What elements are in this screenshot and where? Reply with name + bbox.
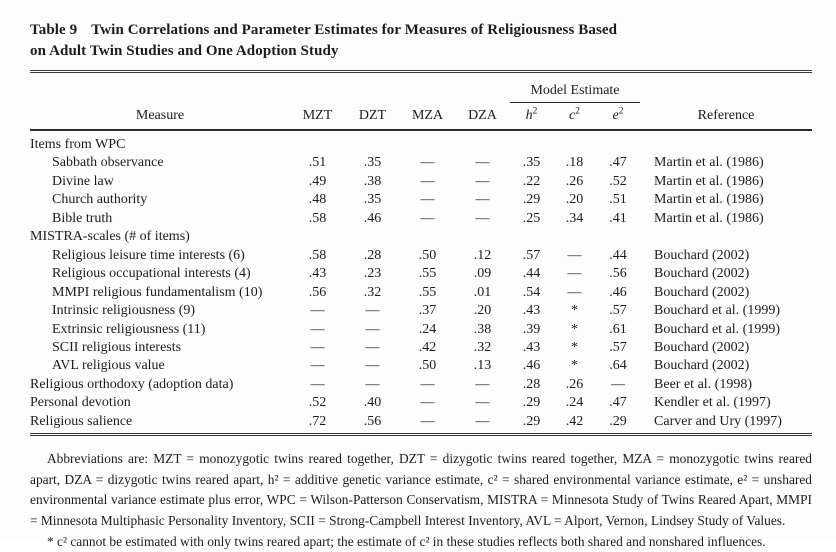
mza-cell: — bbox=[420, 173, 435, 189]
h2-cell: .44 bbox=[522, 266, 541, 282]
measure-cell: Church authority bbox=[52, 192, 148, 208]
h2-cell: .29 bbox=[522, 395, 541, 411]
col-header-dzt: DZT bbox=[345, 102, 400, 130]
twin-correlations-table bbox=[30, 73, 812, 431]
dzt-cell: .40 bbox=[363, 395, 382, 411]
table-row bbox=[30, 210, 812, 228]
table-header bbox=[30, 73, 812, 130]
e2-cell: .51 bbox=[609, 192, 627, 208]
col-header-dza: DZA bbox=[455, 102, 510, 130]
dza-cell: — bbox=[475, 155, 490, 171]
mzt-cell: — bbox=[310, 339, 325, 355]
table-row bbox=[30, 191, 812, 209]
c2-exponent: 2 bbox=[575, 106, 580, 117]
measure-cell: Personal devotion bbox=[30, 395, 131, 411]
h2-cell: .43 bbox=[522, 339, 541, 355]
mzt-cell: .72 bbox=[308, 413, 327, 429]
dza-cell: .13 bbox=[473, 358, 492, 374]
col-header-reference: Reference bbox=[640, 102, 812, 130]
mzt-cell: .49 bbox=[308, 173, 327, 189]
e2-cell bbox=[596, 228, 640, 246]
c2-cell: .42 bbox=[565, 413, 584, 429]
table-row bbox=[30, 154, 812, 172]
reference-cell: Carver and Ury (1997) bbox=[654, 413, 782, 429]
spanner-spacer-measure bbox=[30, 73, 290, 102]
measure-cell: AVL religious value bbox=[52, 358, 165, 374]
mza-cell bbox=[400, 130, 455, 154]
e2-cell: .41 bbox=[609, 210, 627, 226]
mza-cell: — bbox=[420, 155, 435, 171]
table-title-line1 bbox=[30, 20, 812, 41]
reference-cell: Bouchard (2002) bbox=[654, 358, 750, 374]
dza-cell: — bbox=[475, 395, 490, 411]
c2-cell: — bbox=[567, 247, 582, 263]
table-number: Table 9 bbox=[30, 22, 78, 38]
h2-cell: .29 bbox=[522, 413, 541, 429]
measure-cell: Bible truth bbox=[52, 210, 113, 226]
table-row bbox=[30, 173, 812, 191]
mza-cell: .50 bbox=[418, 358, 437, 374]
mzt-cell: .48 bbox=[308, 192, 327, 208]
mza-cell: — bbox=[420, 192, 435, 208]
table-row bbox=[30, 284, 812, 302]
dza-cell: .12 bbox=[473, 247, 492, 263]
mza-cell: .55 bbox=[418, 284, 437, 300]
mzt-cell: — bbox=[310, 376, 325, 392]
dza-cell: — bbox=[475, 413, 490, 429]
e2-cell: .52 bbox=[609, 173, 627, 189]
c2-cell: * bbox=[571, 358, 578, 374]
h2-cell: .25 bbox=[522, 210, 541, 226]
c2-cell: * bbox=[571, 303, 578, 319]
e2-cell: .57 bbox=[609, 339, 627, 355]
col-header-c2 bbox=[553, 102, 596, 130]
mzt-cell: .58 bbox=[308, 210, 327, 226]
mza-cell: .37 bbox=[418, 303, 437, 319]
table-title-text: Twin Correlations and Parameter Estimates for Measures of Religiousness Based bbox=[91, 22, 618, 38]
measure-cell: Intrinsic religiousness (9) bbox=[52, 303, 196, 319]
table-body bbox=[30, 130, 812, 431]
dzt-cell: .46 bbox=[363, 210, 382, 226]
h2-cell: .43 bbox=[522, 303, 541, 319]
h2-cell bbox=[510, 228, 553, 246]
e2-symbol: e bbox=[612, 108, 619, 123]
mza-cell: — bbox=[420, 376, 435, 392]
mza-cell: — bbox=[420, 210, 435, 226]
dzt-cell: .28 bbox=[363, 247, 382, 263]
table-row bbox=[30, 228, 812, 246]
table-footnotes bbox=[30, 449, 812, 552]
footnote-asterisk: * c² cannot be estimated with only twins reared apart; the estimate of c² in these studies reflects both shared and nonshared influences. bbox=[47, 533, 766, 549]
c2-cell: .26 bbox=[565, 173, 584, 189]
e2-cell: .29 bbox=[609, 413, 627, 429]
reference-cell: Martin et al. (1986) bbox=[654, 192, 764, 208]
e2-cell: — bbox=[611, 376, 626, 392]
reference-cell: Martin et al. (1986) bbox=[654, 155, 764, 171]
dza-cell: — bbox=[475, 192, 490, 208]
h2-cell: .46 bbox=[522, 358, 541, 374]
measure-cell: Divine law bbox=[52, 173, 114, 189]
e2-cell: .47 bbox=[609, 155, 627, 171]
measure-cell: Items from WPC bbox=[30, 137, 126, 152]
table-row bbox=[30, 321, 812, 339]
dzt-cell: .38 bbox=[363, 173, 382, 189]
measure-cell: MMPI religious fundamentalism (10) bbox=[52, 284, 263, 300]
c2-cell: .20 bbox=[565, 192, 584, 208]
dzt-cell: .56 bbox=[363, 413, 382, 429]
e2-cell bbox=[596, 130, 640, 154]
reference-cell bbox=[640, 228, 812, 246]
dzt-cell bbox=[345, 130, 400, 154]
mza-cell: — bbox=[420, 395, 435, 411]
mza-cell: .42 bbox=[418, 339, 437, 355]
reference-cell: Beer et al. (1998) bbox=[654, 376, 752, 392]
c2-cell: — bbox=[567, 266, 582, 282]
mza-cell: .55 bbox=[418, 266, 437, 282]
mza-cell: — bbox=[420, 413, 435, 429]
e2-cell: .64 bbox=[609, 358, 627, 374]
mzt-cell: — bbox=[310, 358, 325, 374]
table-row bbox=[30, 413, 812, 431]
dza-cell: — bbox=[475, 173, 490, 189]
table-row bbox=[30, 302, 812, 320]
e2-cell: .44 bbox=[609, 247, 627, 263]
reference-cell: Martin et al. (1986) bbox=[654, 210, 764, 226]
h2-cell: .22 bbox=[522, 173, 541, 189]
c2-cell: — bbox=[567, 284, 582, 300]
col-header-measure: Measure bbox=[30, 102, 290, 130]
table-row bbox=[30, 130, 812, 154]
c2-symbol: c bbox=[569, 108, 576, 123]
e2-cell: .47 bbox=[609, 395, 627, 411]
e2-cell: .56 bbox=[609, 266, 627, 282]
c2-cell bbox=[553, 228, 596, 246]
footnote-abbreviations: Abbreviations are: MZT = monozygotic twins reared together, DZT = dizygotic twins reared together, MZA = monozygotic twins reared apart, DZA = dizygotic twins reared apart, h² = additive genetic variance estimate, c² = shared environmental variance estimate, e² = unshared environmental variance estimate plus error, WPC = Wilson-Patterson Conservatism, MISTRA = Minnesota Study of Twins Reared Apart, MMPI = Minnesota Multiphasic Personality Inventory, SCII = Strong-Campbell Interest Inventory, AVL = Alport, Vernon, Lindsey Study of Values. bbox=[30, 451, 812, 529]
h2-cell: .35 bbox=[522, 155, 541, 171]
dza-cell: — bbox=[475, 210, 490, 226]
model-estimate-spanner bbox=[510, 73, 640, 102]
reference-cell: Bouchard (2002) bbox=[654, 266, 750, 282]
c2-cell bbox=[553, 130, 596, 154]
dzt-cell bbox=[345, 228, 400, 246]
spanner-row bbox=[30, 73, 812, 102]
h2-cell bbox=[510, 130, 553, 154]
reference-cell: Kendler et al. (1997) bbox=[654, 395, 771, 411]
dzt-cell: .35 bbox=[363, 192, 382, 208]
reference-cell bbox=[640, 130, 812, 154]
measure-cell: Religious leisure time interests (6) bbox=[52, 247, 245, 263]
reference-cell: Bouchard et al. (1999) bbox=[654, 321, 780, 337]
table-title-line2: on Adult Twin Studies and One Adoption Study bbox=[30, 43, 339, 59]
spanner-spacer-reference bbox=[640, 73, 812, 102]
dzt-cell: — bbox=[365, 303, 380, 319]
dzt-cell: — bbox=[365, 321, 380, 337]
table-row bbox=[30, 339, 812, 357]
h2-symbol: h bbox=[525, 108, 533, 123]
dza-cell bbox=[455, 228, 510, 246]
dzt-cell: — bbox=[365, 376, 380, 392]
c2-cell: .18 bbox=[565, 155, 584, 171]
measure-cell: Extrinsic religiousness (11) bbox=[52, 321, 206, 337]
c2-cell: .26 bbox=[565, 376, 584, 392]
mza-cell: .50 bbox=[418, 247, 437, 263]
h2-cell: .54 bbox=[522, 284, 541, 300]
table-title bbox=[30, 20, 812, 62]
measure-cell: MISTRA-scales (# of items) bbox=[30, 229, 190, 245]
c2-cell: .34 bbox=[565, 210, 584, 226]
model-estimate-label: Model Estimate bbox=[530, 82, 620, 98]
c2-cell: .24 bbox=[565, 395, 584, 411]
dza-cell: .38 bbox=[473, 321, 492, 337]
mzt-cell: — bbox=[310, 303, 325, 319]
mza-cell bbox=[400, 228, 455, 246]
reference-cell: Bouchard (2002) bbox=[654, 284, 750, 300]
dzt-cell: — bbox=[365, 358, 380, 374]
h2-cell: .29 bbox=[522, 192, 541, 208]
table-row bbox=[30, 357, 812, 375]
reference-cell: Martin et al. (1986) bbox=[654, 173, 764, 189]
reference-cell: Bouchard (2002) bbox=[654, 247, 750, 263]
e2-exponent: 2 bbox=[618, 106, 624, 117]
h2-exponent: 2 bbox=[532, 106, 538, 117]
table-bottom-rule bbox=[30, 433, 812, 436]
col-header-mza: MZA bbox=[400, 102, 455, 130]
mzt-cell: .51 bbox=[308, 155, 327, 171]
c2-cell: * bbox=[571, 321, 578, 337]
e2-cell: .57 bbox=[609, 303, 627, 319]
mzt-cell bbox=[290, 228, 345, 246]
dza-cell: .01 bbox=[473, 284, 492, 300]
e2-cell: .61 bbox=[609, 321, 627, 337]
mza-cell: .24 bbox=[418, 321, 437, 337]
mzt-cell: .56 bbox=[308, 284, 327, 300]
table-row bbox=[30, 394, 812, 412]
reference-cell: Bouchard et al. (1999) bbox=[654, 303, 780, 319]
col-header-mzt: MZT bbox=[290, 102, 345, 130]
dza-cell bbox=[455, 130, 510, 154]
table-row bbox=[30, 376, 812, 394]
mzt-cell bbox=[290, 130, 345, 154]
dzt-cell: .32 bbox=[363, 284, 382, 300]
dza-cell: .32 bbox=[473, 339, 492, 355]
measure-cell: SCII religious interests bbox=[52, 339, 182, 355]
measure-cell: Sabbath observance bbox=[52, 155, 164, 171]
table-row bbox=[30, 265, 812, 283]
h2-cell: .57 bbox=[522, 247, 541, 263]
dzt-cell: .23 bbox=[363, 266, 382, 282]
dzt-cell: — bbox=[365, 339, 380, 355]
dza-cell: .20 bbox=[473, 303, 492, 319]
measure-cell: Religious salience bbox=[30, 413, 133, 429]
measure-cell: Religious orthodoxy (adoption data) bbox=[30, 376, 234, 392]
column-header-row bbox=[30, 102, 812, 130]
mzt-cell: .58 bbox=[308, 247, 327, 263]
dza-cell: .09 bbox=[473, 266, 492, 282]
h2-cell: .28 bbox=[522, 376, 541, 392]
col-header-e2 bbox=[596, 102, 640, 130]
c2-cell: * bbox=[571, 339, 578, 355]
mzt-cell: — bbox=[310, 321, 325, 337]
reference-cell: Bouchard (2002) bbox=[654, 339, 750, 355]
dzt-cell: .35 bbox=[363, 155, 382, 171]
e2-cell: .46 bbox=[609, 284, 627, 300]
table-row bbox=[30, 247, 812, 265]
measure-cell: Religious occupational interests (4) bbox=[52, 266, 251, 282]
spanner-spacer-twin-cols bbox=[290, 73, 510, 102]
col-header-h2 bbox=[510, 102, 553, 130]
mzt-cell: .43 bbox=[308, 266, 327, 282]
mzt-cell: .52 bbox=[308, 395, 327, 411]
dza-cell: — bbox=[475, 376, 490, 392]
h2-cell: .39 bbox=[522, 321, 541, 337]
